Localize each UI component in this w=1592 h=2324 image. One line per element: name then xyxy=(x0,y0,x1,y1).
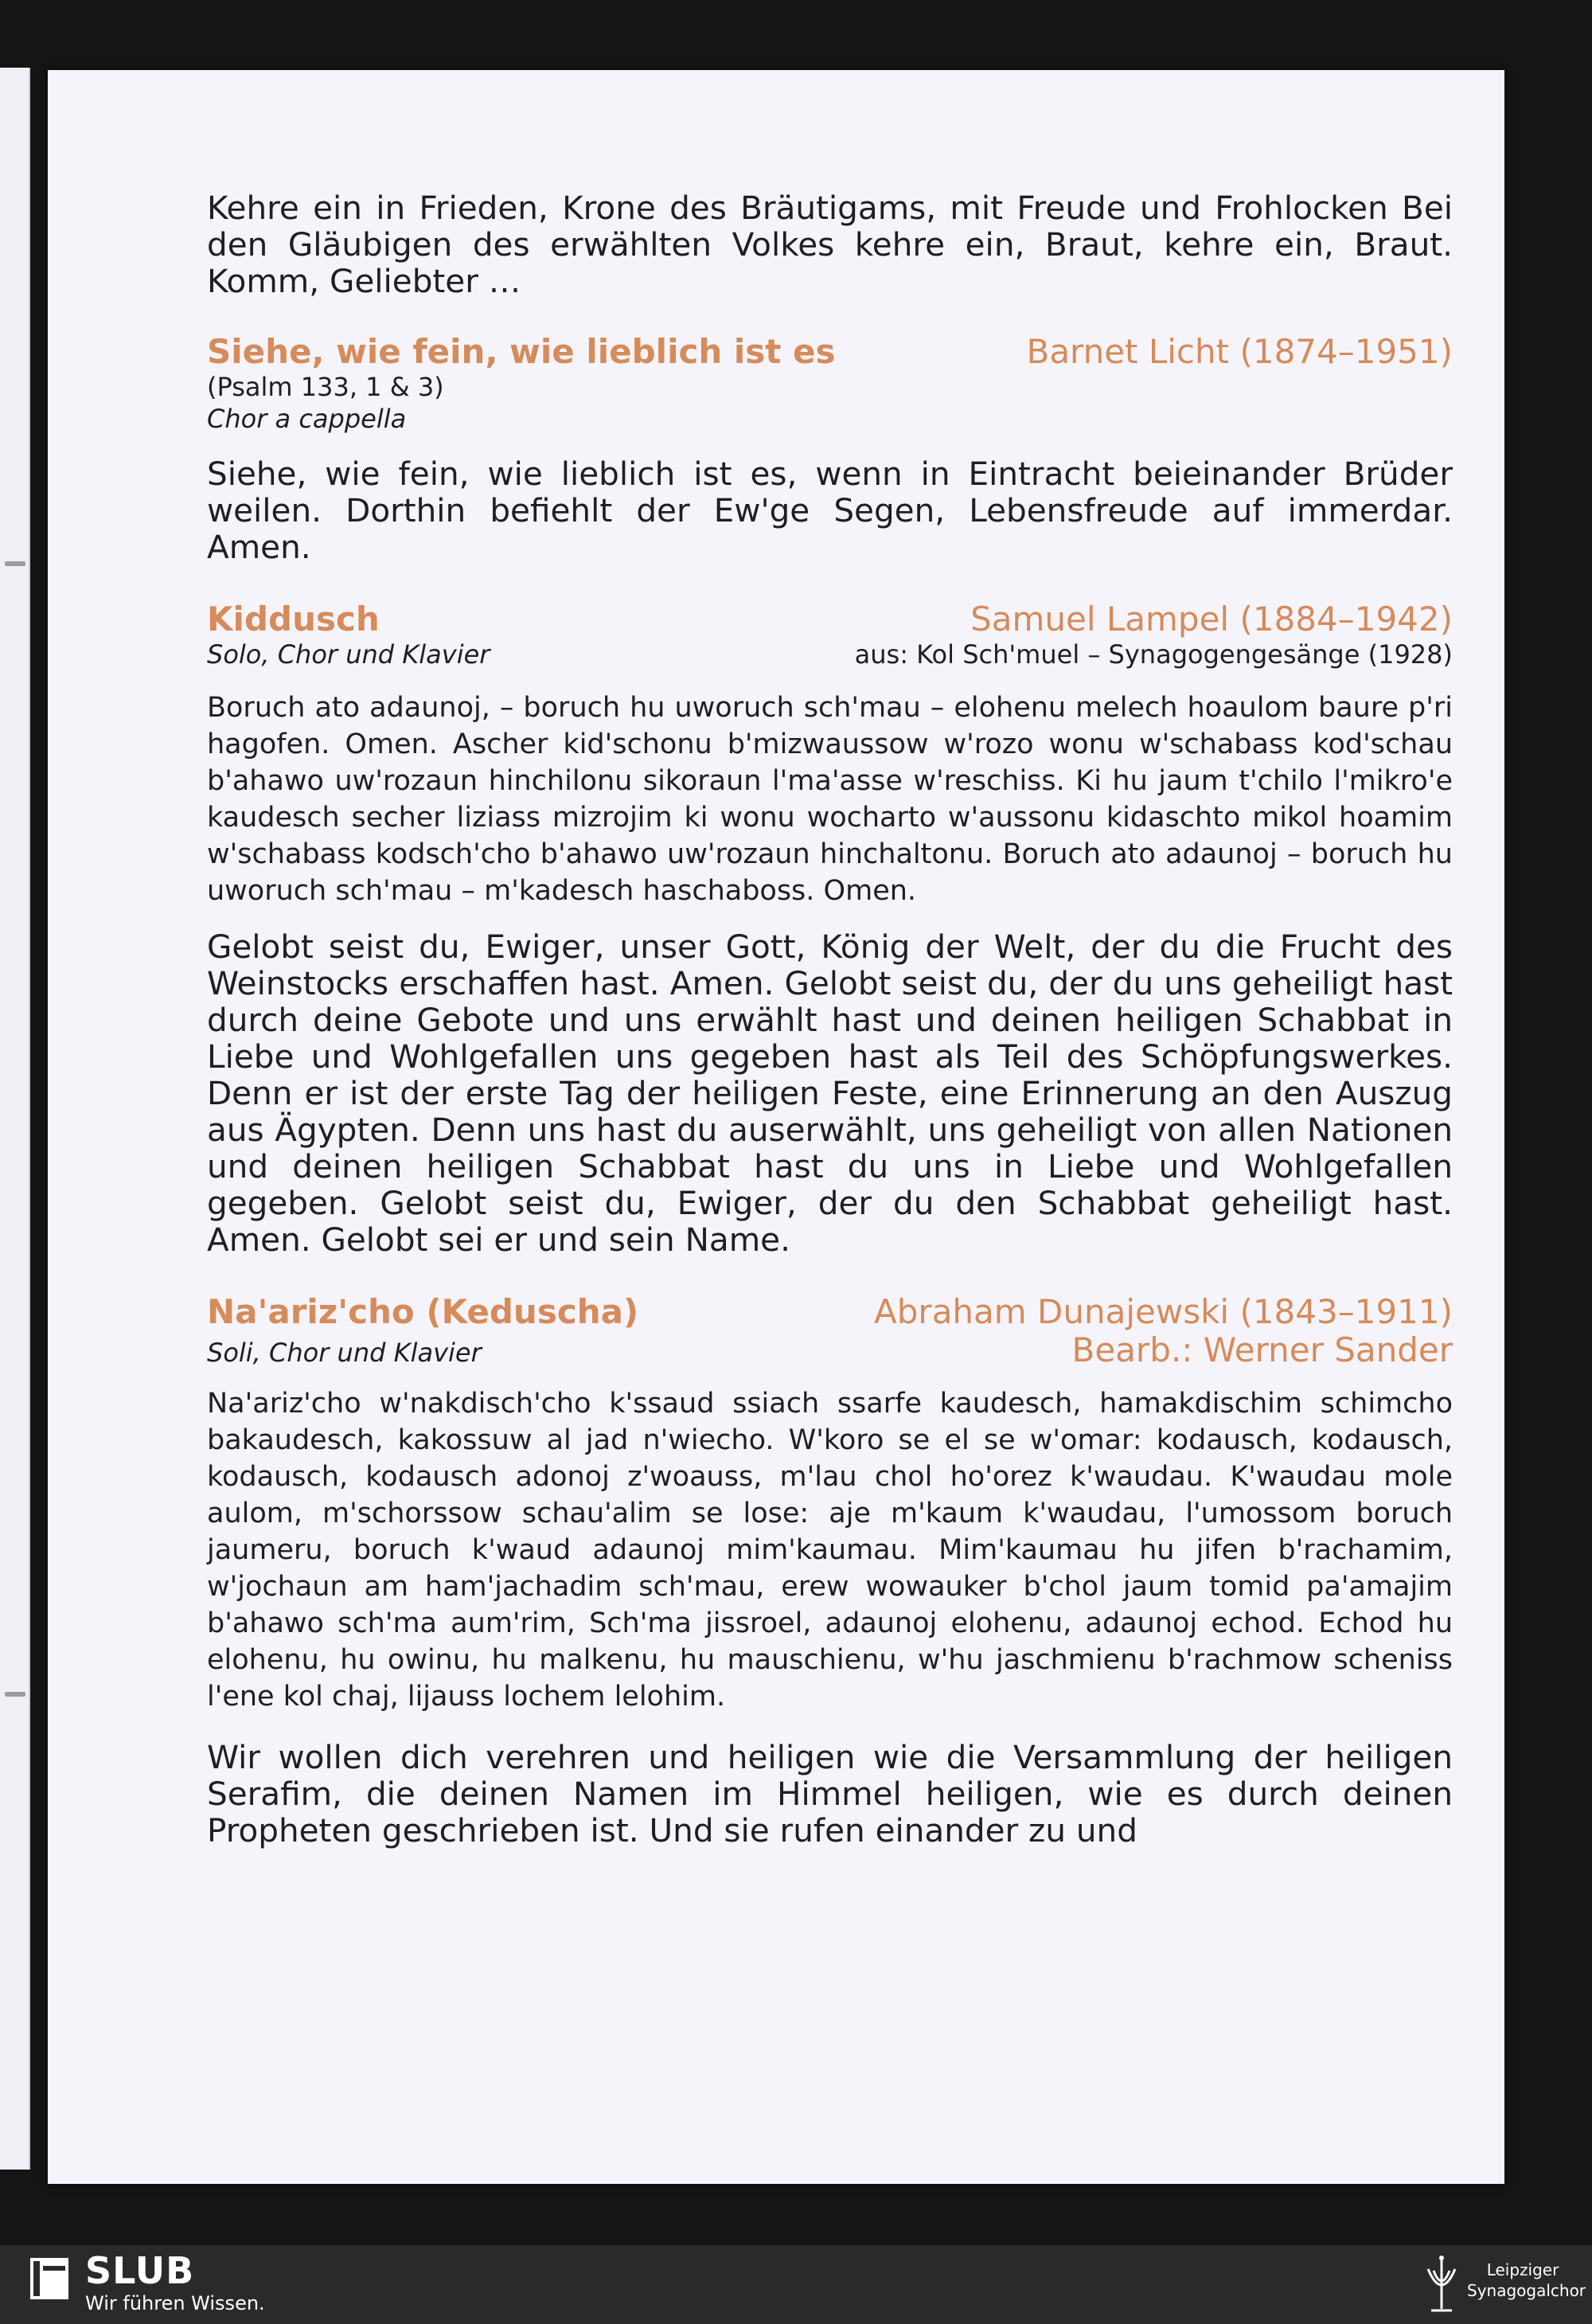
library-slogan: Wir führen Wissen. xyxy=(85,2292,265,2314)
piece-header xyxy=(207,333,1453,371)
piece-subheader xyxy=(207,639,1453,670)
piece-source: aus: Kol Sch'muel – Synagogengesänge (1928) xyxy=(854,639,1453,670)
library-name: SLUB xyxy=(85,2249,195,2292)
piece-translation: Wir wollen dich verehren und heiligen wie die Versammlung der heiligen Serafim, die deinen Namen im Himmel heiligen, wie es durch deinen Propheten geschrieben ist. Und sie rufen einander zu und xyxy=(207,1738,1453,1849)
slub-book-icon xyxy=(30,2258,68,2299)
piece-siehe xyxy=(207,333,1453,565)
piece-title: Na'ariz'cho (Keduscha) xyxy=(207,1292,639,1331)
piece-title: Kiddusch xyxy=(207,600,380,639)
booklet-page xyxy=(48,70,1504,2184)
intro-text: Kehre ein in Frieden, Krone des Bräutigams, mit Freude und Frohlocken Bei den Gläubigen des erwählten Volkes kehre ein, Braut, kehre ein, Braut. Komm, Geliebter … xyxy=(207,189,1453,300)
piece-subheader xyxy=(207,1331,1453,1369)
piece-composer: Barnet Licht (1874–1951) xyxy=(1026,332,1453,371)
piece-translation: Gelobt seist du, Ewiger, unser Gott, König der Welt, der du die Frucht des Weinstocks erschaffen hast. Amen. Gelobt seist du, der du uns geheiligt hast durch deine Gebote und uns erwählt hast und deinen heiligen Schabbat in Liebe und Wohlgefallen uns gegeben hast als Teil des Schöpfungswerkes. Denn er ist der erste Tag der heiligen Feste, eine Erinnerung an den Auszug aus Ägypten. Denn uns hast du auserwählt, uns geheiligt von allen Nationen und deinen heiligen Schabbat hast du uns in Liebe und Wohlgefallen gegeben. Gelobt seist du, Ewiger, der du den Schabbat geheiligt hast. Amen. Gelobt sei er und sein Name. xyxy=(207,928,1453,1259)
choir-name-line1: Leipziger xyxy=(1486,2260,1559,2279)
piece-scoring: Chor a cappella xyxy=(207,404,407,434)
page-content xyxy=(207,189,1453,1849)
piece-header xyxy=(207,600,1453,639)
piece-composer: Abraham Dunajewski (1843–1911) xyxy=(874,1292,1453,1331)
piece-scoring: Solo, Chor und Klavier xyxy=(207,639,490,670)
piece-kiddusch xyxy=(207,600,1453,1258)
choir-name-line2: Synagogalchor xyxy=(1467,2281,1586,2300)
piece-title: Siehe, wie fein, wie lieblich ist es xyxy=(207,332,836,371)
piece-header xyxy=(207,1293,1453,1331)
choir-name xyxy=(1467,2260,1586,2301)
staple-mark xyxy=(5,561,25,566)
staple-mark xyxy=(5,1692,25,1697)
piece-transliteration: Boruch ato adaunoj, – boruch hu uworuch sch'mau – elohenu melech hoaulom baure p'ri hagofen. Omen. Ascher kid'schonu b'mizwaussow w'rozo wonu w'schabass kod'schau b'ahawo uw'rozaun hinchilonu sikoraun l'ma'asse w'reschiss. Ki hu jaum t'chilo l'mikro'e kaudesch secher liziass mizrojim ki wonu wocharto w'aussonu kidaschto mikol hoamim w'schabass kodsch'cho b'ahawo uw'rozaun hinchaltonu. Boruch ato adaunoj – boruch hu uworuch sch'mau – m'kadesch haschaboss. Omen. xyxy=(207,692,1453,907)
piece-arranger: Bearb.: Werner Sander xyxy=(1071,1330,1453,1369)
footer-bar xyxy=(0,2245,1592,2324)
piece-naarizcho xyxy=(207,1293,1453,1849)
piece-reference: (Psalm 133, 1 & 3) xyxy=(207,372,444,402)
piece-text: Siehe, wie fein, wie lieblich ist es, wenn in Eintracht beieinander Brüder weilen. Dorthin befiehlt der Ew'ge Segen, Lebensfreude auf immerdar. Amen. xyxy=(207,455,1453,566)
piece-composer: Samuel Lampel (1884–1942) xyxy=(970,600,1453,639)
piece-scoring: Soli, Chor und Klavier xyxy=(207,1338,482,1368)
menorah-icon xyxy=(1422,2253,1461,2317)
previous-page-edge xyxy=(0,68,30,2170)
piece-transliteration: Na'ariz'cho w'nakdisch'cho k'ssaud ssiach ssarfe kaudesch, hamakdischim schimcho bakaudesch, kakossuw al jad n'wiecho. W'koro se el se w'omar: kodausch, kodausch, kodausch, kodausch adonoj z'woauss, m'lau chol ho'orez k'waudau. K'waudau mole aulom, m'schorssow schau'alim se lose: aje m'kaum k'waudau, l'umossom boruch jaumeru, boruch k'waud adaunoj mim'kaumau. Mim'kaumau hu jifen b'rachamim, w'jochaun am ham'jachadim sch'mau, erew wowauker b'chol jaum tomid pa'amajim b'ahawo sch'ma aum'rim, Sch'ma jissroel, adaunoj elohenu, adaunoj echod. Echod hu elohenu, hu owinu, hu malkenu, hu mauschienu, w'hu jaschmienu b'rachmow scheniss l'ene kol chaj, lijauss lochem lelohim. xyxy=(207,1388,1453,1713)
